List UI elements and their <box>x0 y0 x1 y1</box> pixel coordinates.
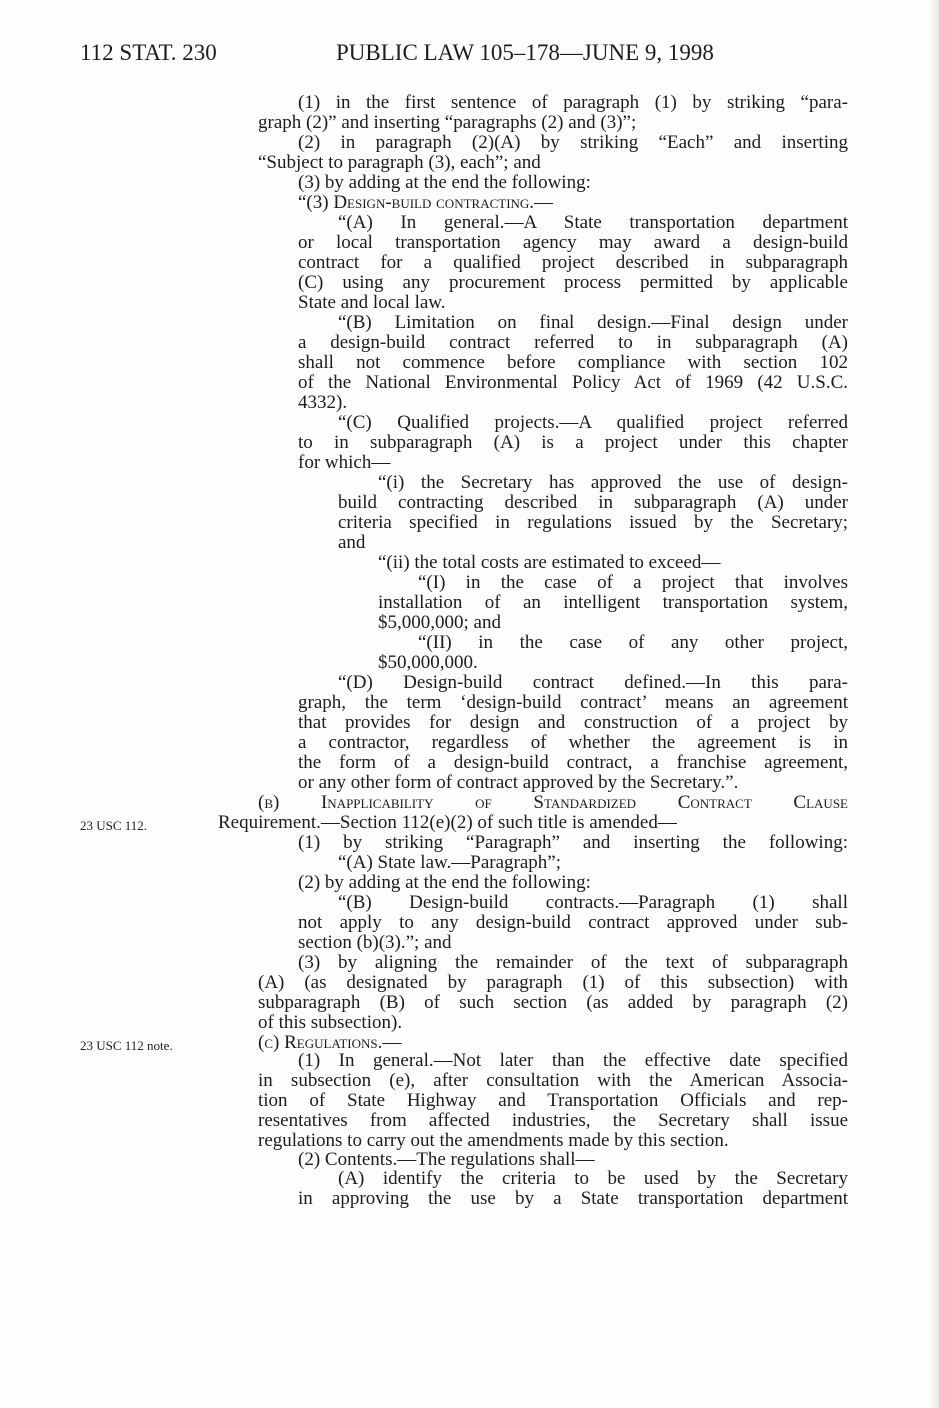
text-line: “(i) the Secretary has approved the use of design- <box>378 472 848 493</box>
text-line: or local transportation agency may award a design-build <box>298 232 848 253</box>
text-line: “Subject to paragraph (3), each”; and <box>258 152 541 173</box>
text-line: “(D) Design-build contract defined.—In this para- <box>338 672 848 693</box>
text-line: (c) Regulations.— <box>258 1032 402 1053</box>
text-line: resentatives from affected industries, the Secretary shall issue <box>258 1110 848 1131</box>
text-line: “(C) Qualified projects.—A qualified project referred <box>338 412 848 433</box>
text-line: contract for a qualified project described in subparagraph <box>298 252 848 273</box>
text-line: a contractor, regardless of whether the agreement is in <box>298 732 848 753</box>
text-line: not apply to any design-build contract approved under sub- <box>298 912 848 933</box>
running-title: PUBLIC LAW 105–178—JUNE 9, 1998 <box>336 40 714 65</box>
text-line: subparagraph (B) of such section (as added by paragraph (2) <box>258 992 848 1013</box>
page-reference: 112 STAT. 230 <box>80 40 217 65</box>
text-line: criteria specified in regulations issued by the Secretary; <box>338 512 848 533</box>
text-line: to in subparagraph (A) is a project under this chapter <box>298 432 848 453</box>
text-line: the form of a design-build contract, a franchise agreement, <box>298 752 848 773</box>
margin-note: 23 USC 112. <box>80 818 148 833</box>
text-line: (b) Inapplicability of Standardized Contract Clause <box>258 792 848 813</box>
text-line: (1) by striking “Paragraph” and inserting the following: <box>298 832 848 853</box>
text-line: or any other form of contract approved by the Secretary.”. <box>298 772 739 793</box>
margin-note: 23 USC 112 note. <box>80 1038 173 1053</box>
text-line: (1) In general.—Not later than the effective date specified <box>298 1050 848 1071</box>
text-line: (3) by adding at the end the following: <box>298 172 591 193</box>
text-line: and <box>338 532 366 553</box>
text-line: of the National Environmental Policy Act of 1969 (42 U.S.C. <box>298 372 848 393</box>
text-line: graph, the term ‘design-build contract’ means an agreement <box>298 692 848 713</box>
text-line: “(II) in the case of any other project, <box>418 632 848 653</box>
text-line: (2) by adding at the end the following: <box>298 872 591 893</box>
text-line: graph (2)” and inserting “paragraphs (2) and (3)”; <box>258 112 637 133</box>
text-line: (3) by aligning the remainder of the text of subparagraph <box>298 952 848 973</box>
text-line: (2) Contents.—The regulations shall— <box>298 1149 595 1170</box>
text-line: State and local law. <box>298 292 446 313</box>
text-line: (C) using any procurement process permitted by applicable <box>298 272 848 293</box>
text-line: installation of an intelligent transportation system, <box>378 592 848 613</box>
text-line: “(B) Design-build contracts.—Paragraph (1) shall <box>338 892 848 913</box>
text-line: $5,000,000; and <box>378 612 501 633</box>
text-line: “(3) Design-build contracting.— <box>298 192 554 213</box>
text-line: in subsection (e), after consultation with the American Associa- <box>258 1070 848 1091</box>
text-line: Requirement.—Section 112(e)(2) of such title is amended— <box>218 812 677 833</box>
text-line: (1) in the first sentence of paragraph (1) by striking “para- <box>298 92 848 113</box>
text-line: (A) identify the criteria to be used by the Secretary <box>338 1168 848 1189</box>
text-line: build contracting described in subparagraph (A) under <box>338 492 848 513</box>
text-line: a design-build contract referred to in subparagraph (A) <box>298 332 848 353</box>
text-line: 4332). <box>298 392 348 413</box>
text-line: shall not commence before compliance with section 102 <box>298 352 848 373</box>
text-line: section (b)(3).”; and <box>298 932 452 953</box>
text-line: “(B) Limitation on final design.—Final design under <box>338 312 848 333</box>
text-line: for which— <box>298 452 391 473</box>
text-line: “(I) in the case of a project that involves <box>418 572 848 593</box>
text-line: that provides for design and construction of a project by <box>298 712 848 733</box>
page-edge-shadow <box>929 0 939 1408</box>
text-line: “(A) State law.—Paragraph”; <box>338 852 561 873</box>
text-line: (2) in paragraph (2)(A) by striking “Each” and inserting <box>298 132 848 153</box>
text-line: “(A) In general.—A State transportation department <box>338 212 848 233</box>
text-line: “(ii) the total costs are estimated to exceed— <box>378 552 721 573</box>
text-line: of this subsection). <box>258 1012 403 1033</box>
text-line: in approving the use by a State transportation department <box>298 1188 848 1209</box>
text-line: regulations to carry out the amendments made by this section. <box>258 1130 729 1151</box>
text-line: $50,000,000. <box>378 652 478 673</box>
text-line: tion of State Highway and Transportation Officials and rep- <box>258 1090 848 1111</box>
text-line: (A) (as designated by paragraph (1) of this subsection) with <box>258 972 848 993</box>
